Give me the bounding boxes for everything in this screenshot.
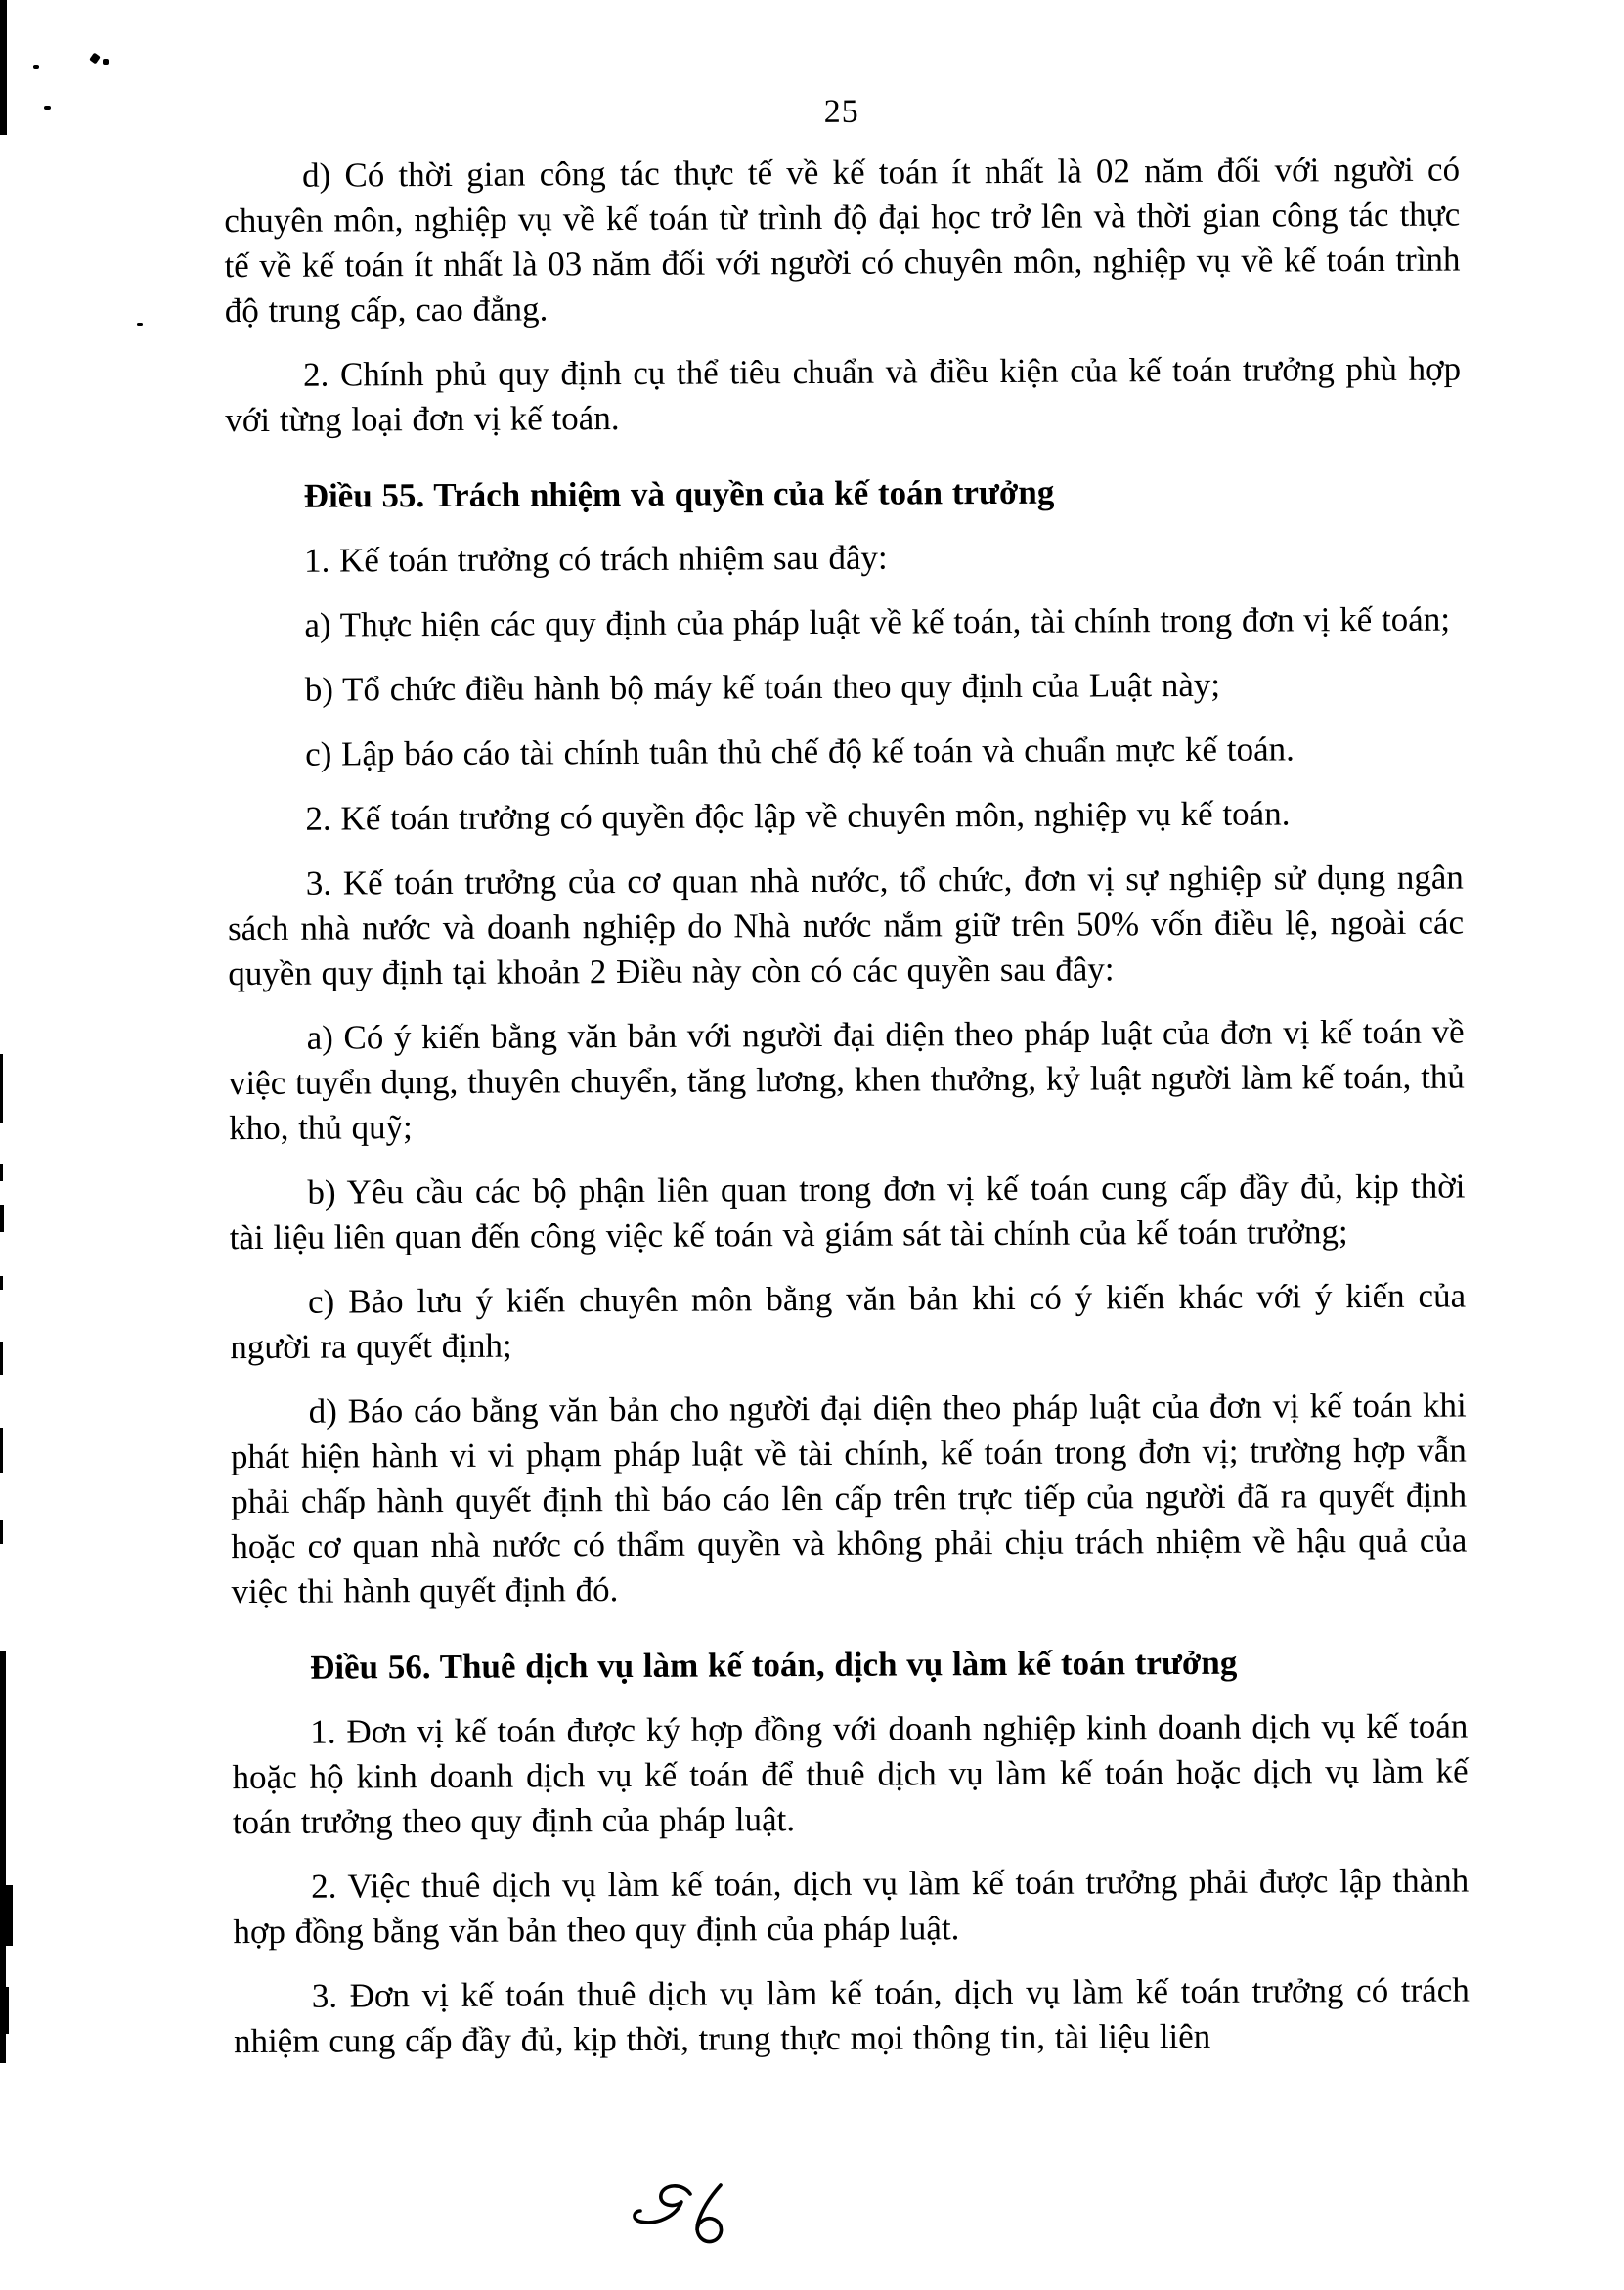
paragraph: a) Có ý kiến bằng văn bản với người đại diện theo pháp luật của đơn vị kế toán về việc tuyển dụng, thuyên chuyển, tăng lương, khen thưởng, kỷ luật người làm kế toán, thủ kho, thủ quỹ; [228, 1012, 1465, 1148]
document-text [224, 148, 1470, 2065]
article-heading: Điều 56. Thuê dịch vụ làm kế toán, dịch vụ làm kế toán trưởng [309, 1643, 1238, 1687]
paragraph: 2. Chính phủ quy định cụ thể tiêu chuẩn và điều kiện của kế toán trưởng phù hợp với từng loại đơn vị kế toán. [225, 349, 1462, 440]
paragraph: b) Tổ chức điều hành bộ máy kế toán theo quy định của Luật này; [304, 665, 1221, 709]
paragraph: 2. Kế toán trưởng có quyền độc lập về chuyên môn, nghiệp vụ kế toán. [305, 794, 1291, 838]
paragraph: 3. Kế toán trưởng của cơ quan nhà nước, tổ chức, đơn vị sự nghiệp sử dụng ngân sách nhà nước và doanh nghiệp do Nhà nước nắm giữ trên 50% vốn điều lệ, ngoài các quyền quy định tại khoản 2 Điều này còn có các quyền sau đây: [227, 858, 1465, 993]
paragraph: d) Báo cáo bằng văn bản cho người đại diện theo pháp luật của đơn vị kế toán khi phát hiện hành vi vi phạm pháp luật về tài chính, kế toán trong đơn vị; trường hợp vẫn phải chấp hành quyết định thì báo cáo lên cấp trên trực tiếp của người đã ra quyết định hoặc cơ quan nhà nước có thẩm quyền và không phải chịu trách nhiệm về hậu quả của việc thi hành quyết định đó. [230, 1386, 1468, 1611]
paragraph: c) Bảo lưu ý kiến chuyên môn bằng văn bản khi có ý kiến khác với ý kiến của người ra quyết định; [230, 1276, 1467, 1367]
handwritten-mark-icon [626, 2179, 743, 2257]
page-number: 25 [823, 93, 859, 130]
paragraph: 2. Việc thuê dịch vụ làm kế toán, dịch vụ làm kế toán trưởng phải được lập thành hợp đồng bằng văn bản theo quy định của pháp luật. [233, 1861, 1470, 1952]
paragraph: 3. Đơn vị kế toán thuê dịch vụ làm kế toán, dịch vụ làm kế toán trưởng có trách nhiệm cung cấp đầy đủ, kịp thời, trung thực mọi thông tin, tài liệu liên [233, 1970, 1470, 2061]
paragraph: d) Có thời gian công tác thực tế về kế toán ít nhất là 02 năm đối với người có chuyên môn, nghiệp vụ về kế toán từ trình độ đại học trở lên và thời gian công tác thực tế về kế toán ít nhất là 03 năm đối với người có chuyên môn, nghiệp vụ về kế toán trình độ trung cấp, cao đẳng. [224, 150, 1461, 330]
paragraph: c) Lập báo cáo tài chính tuân thủ chế độ kế toán và chuẩn mực kế toán. [305, 729, 1295, 773]
article-heading: Điều 55. Trách nhiệm và quyền của kế toán trưởng [303, 472, 1055, 515]
paragraph: 1. Kế toán trưởng có trách nhiệm sau đây: [303, 538, 888, 580]
paragraph: a) Thực hiện các quy định của pháp luật về kế toán, tài chính trong đơn vị kế toán; [304, 599, 1451, 644]
paragraph: b) Yêu cầu các bộ phận liên quan trong đơn vị kế toán cung cấp đầy đủ, kịp thời tài liệu liên quan đến công việc kế toán và giám sát tài chính của kế toán trưởng; [229, 1167, 1466, 1257]
paragraph: 1. Đơn vị kế toán được ký hợp đồng với doanh nghiệp kinh doanh dịch vụ kế toán hoặc hộ kinh doanh dịch vụ kế toán để thuê dịch vụ làm kế toán hoặc dịch vụ làm kế toán trưởng theo quy định của pháp luật. [232, 1706, 1469, 1842]
